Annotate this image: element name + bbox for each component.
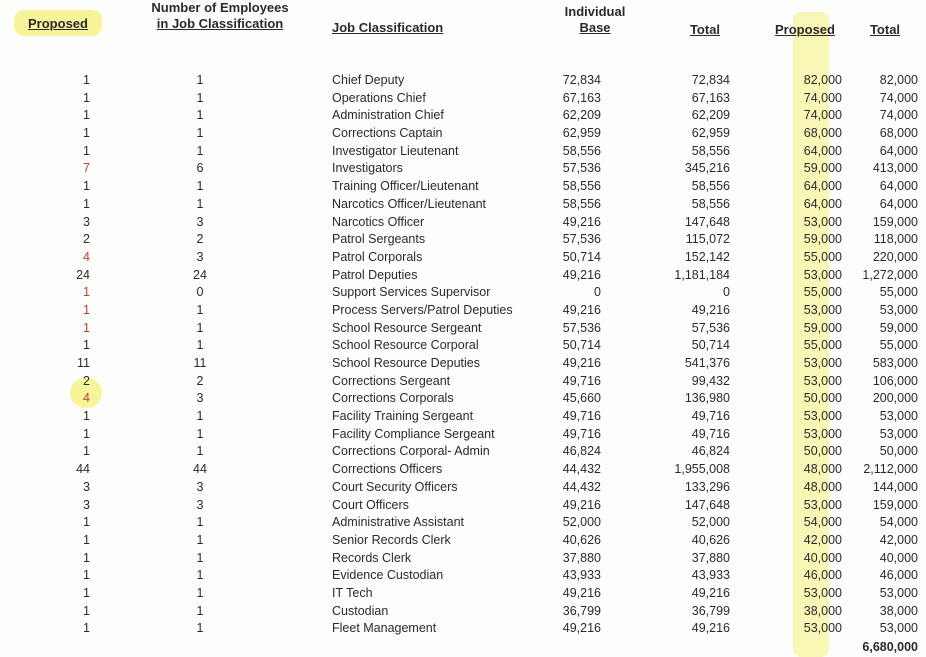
job-classification: Facility Training Sergeant [332, 409, 474, 424]
employee-count: 1 [196, 338, 204, 353]
proposed-count: 3 [83, 214, 90, 229]
current-total: 49,216 [691, 585, 730, 600]
proposed-count: 1 [83, 302, 90, 317]
proposed-salary: 53,000 [803, 621, 842, 636]
proposed-salary: 64,000 [803, 196, 842, 211]
proposed-count: 1 [83, 320, 90, 335]
proposed-total: 82,000 [879, 73, 918, 87]
table-row [0, 178, 926, 196]
current-total: 136,980 [684, 391, 730, 406]
proposed-total: 144,000 [872, 479, 918, 494]
table-row [0, 567, 926, 585]
proposed-total: 38,000 [879, 603, 918, 618]
job-classification: Evidence Custodian [332, 568, 444, 583]
proposed-total: 53,000 [879, 302, 918, 317]
table-row [0, 107, 926, 125]
table-row [0, 125, 926, 143]
header-proposed: Proposed [28, 16, 88, 31]
proposed-total: 50,000 [879, 444, 918, 459]
proposed-count: 1 [83, 196, 90, 211]
individual-base: 37,880 [562, 550, 601, 565]
proposed-total: 53,000 [879, 409, 918, 424]
current-total: 115,072 [685, 232, 730, 247]
job-classification: Fleet Management [332, 621, 437, 636]
current-total: 62,959 [691, 126, 730, 141]
job-classification: Patrol Sergeants [332, 232, 426, 247]
proposed-total: 106,000 [872, 373, 918, 388]
job-classification: Court Officers [332, 497, 409, 512]
header-individual-base [555, 4, 635, 36]
current-total: 0 [723, 285, 730, 300]
current-total: 67,163 [691, 90, 730, 105]
current-total: 43,933 [691, 568, 730, 583]
table-row [0, 390, 926, 408]
proposed-salary: 53,000 [803, 373, 842, 388]
job-classification: Investigator Lieutenant [332, 143, 459, 158]
current-total: 72,834 [691, 73, 730, 87]
proposed-count: 1 [83, 603, 90, 618]
current-total: 1,955,008 [674, 462, 730, 477]
proposed-salary: 64,000 [803, 143, 842, 158]
proposed-total: 74,000 [879, 108, 918, 123]
proposed-count: 1 [83, 338, 90, 353]
proposed-count: 1 [83, 568, 90, 583]
header-num-employees [140, 0, 300, 32]
proposed-salary: 50,000 [803, 444, 842, 459]
proposed-count: 1 [83, 444, 90, 459]
job-classification: Court Security Officers [332, 479, 458, 494]
job-classification: Narcotics Officer [332, 214, 425, 229]
proposed-total: 159,000 [872, 497, 918, 512]
table-row [0, 497, 926, 515]
proposed-salary: 50,000 [803, 391, 842, 406]
proposed-total: 55,000 [879, 338, 918, 353]
proposed-salary: 59,000 [803, 161, 842, 176]
proposed-salary: 48,000 [803, 462, 842, 477]
individual-base: 49,216 [562, 302, 601, 317]
table-row [0, 143, 926, 161]
individual-base: 72,834 [562, 73, 601, 87]
proposed-total: 74,000 [879, 90, 918, 105]
table-row [0, 443, 926, 461]
proposed-salary: 46,000 [803, 568, 842, 583]
individual-base: 49,216 [562, 356, 601, 370]
proposed-count: 7 [83, 161, 90, 176]
employee-count: 1 [196, 108, 204, 123]
job-classification: Custodian [332, 603, 389, 618]
employee-count: 1 [196, 568, 204, 583]
proposed-count: 1 [83, 285, 90, 300]
table-row [0, 532, 926, 550]
proposed-total: 583,000 [872, 356, 918, 370]
employee-count: 1 [196, 196, 204, 211]
current-total: 62,209 [691, 108, 730, 123]
individual-base: 44,432 [562, 479, 601, 494]
individual-base: 46,824 [562, 444, 601, 459]
employee-count: 1 [196, 603, 204, 618]
employee-count: 6 [196, 161, 204, 176]
job-classification: Corrections Corporals [332, 391, 454, 406]
employee-count: 3 [196, 214, 204, 229]
table-row [0, 337, 926, 355]
individual-base: 43,933 [562, 568, 601, 583]
employee-count: 3 [196, 479, 204, 494]
table-row [0, 426, 926, 444]
proposed-salary: 74,000 [803, 90, 842, 105]
proposed-total: 413,000 [872, 161, 918, 176]
individual-base: 52,000 [562, 515, 601, 530]
proposed-count: 4 [83, 391, 90, 406]
individual-base: 49,716 [562, 409, 601, 424]
table-row [0, 196, 926, 214]
proposed-salary: 74,000 [803, 108, 842, 123]
proposed-count: 1 [83, 515, 90, 530]
current-total: 58,556 [691, 196, 730, 211]
table-row [0, 550, 926, 568]
individual-base: 49,216 [562, 585, 601, 600]
job-classification: Support Services Supervisor [332, 285, 491, 300]
proposed-total: 59,000 [879, 320, 918, 335]
job-classification: School Resource Corporal [332, 338, 479, 353]
table-row [0, 373, 926, 391]
job-classification: Chief Deputy [332, 73, 405, 87]
current-total: 49,216 [691, 302, 730, 317]
individual-base: 57,536 [562, 232, 601, 247]
proposed-salary: 55,000 [803, 249, 842, 264]
employee-count: 1 [196, 409, 204, 424]
proposed-count: 2 [83, 232, 90, 247]
job-classification: School Resource Sergeant [332, 320, 482, 335]
proposed-count: 1 [83, 179, 90, 194]
employee-count: 1 [196, 621, 204, 636]
individual-base: 49,716 [562, 426, 601, 441]
proposed-count: 1 [83, 621, 90, 636]
header-total: Total [689, 22, 721, 37]
current-total: 49,716 [691, 426, 730, 441]
job-classification: Administrative Assistant [332, 515, 464, 530]
proposed-total: 118,000 [873, 232, 918, 247]
table-row [0, 284, 926, 302]
table-row [0, 514, 926, 532]
proposed-count: 1 [83, 585, 90, 600]
employee-count: 11 [193, 356, 207, 370]
proposed-count: 1 [83, 550, 90, 565]
job-classification: Facility Compliance Sergeant [332, 426, 495, 441]
employee-count: 2 [196, 373, 204, 388]
current-total: 1,181,184 [674, 267, 730, 282]
current-total: 50,714 [691, 338, 730, 353]
job-classification: Process Servers/Patrol Deputies [332, 302, 513, 317]
header-proposed-right: Proposed [775, 22, 835, 37]
employee-count: 1 [196, 126, 204, 141]
individual-base: 57,536 [562, 161, 601, 176]
table-row [0, 72, 926, 90]
table-row [0, 302, 926, 320]
proposed-total: 40,000 [879, 550, 918, 565]
proposed-salary: 54,000 [803, 515, 842, 530]
individual-base: 49,216 [562, 267, 601, 282]
table-row [0, 585, 926, 603]
employee-count: 1 [196, 302, 204, 317]
employee-count: 3 [196, 249, 204, 264]
proposed-total: 2,112,000 [863, 462, 918, 477]
current-total: 57,536 [691, 320, 730, 335]
table-row [0, 320, 926, 338]
job-classification: Narcotics Officer/Lieutenant [332, 196, 487, 211]
table-row [0, 603, 926, 621]
individual-base: 62,959 [562, 126, 601, 141]
proposed-total: 1,272,000 [862, 267, 918, 282]
employee-count: 1 [196, 550, 204, 565]
current-total: 99,432 [691, 373, 730, 388]
job-classification: Senior Records Clerk [332, 532, 451, 547]
employee-count: 1 [196, 90, 204, 105]
proposed-salary: 68,000 [803, 126, 842, 141]
proposed-salary: 59,000 [803, 320, 842, 335]
proposed-salary: 55,000 [803, 338, 842, 353]
proposed-count: 1 [83, 73, 90, 87]
job-classification: Investigators [332, 161, 403, 176]
proposed-total: 54,000 [879, 515, 918, 530]
job-classification: Corrections Sergeant [332, 373, 451, 388]
individual-base: 44,432 [562, 462, 601, 477]
employee-count: 1 [196, 444, 204, 459]
proposed-salary: 53,000 [803, 302, 842, 317]
grand-total: 6,680,000 [862, 640, 918, 654]
proposed-salary: 53,000 [803, 497, 842, 512]
proposed-count: 2 [83, 373, 90, 388]
employee-count: 1 [196, 532, 204, 547]
proposed-total: 53,000 [879, 621, 918, 636]
proposed-salary: 53,000 [803, 214, 842, 229]
job-classification: Corrections Captain [332, 126, 443, 141]
proposed-salary: 59,000 [803, 232, 842, 247]
job-classification: Corrections Corporal- Admin [332, 444, 490, 459]
individual-base: 58,556 [562, 196, 601, 211]
table-row [0, 620, 926, 638]
job-classification: Operations Chief [332, 90, 426, 105]
proposed-count: 11 [77, 356, 90, 370]
current-total: 133,296 [684, 479, 730, 494]
table-row [0, 461, 926, 479]
employee-count: 1 [196, 143, 204, 158]
individual-base: 40,626 [562, 532, 601, 547]
proposed-salary: 53,000 [803, 267, 842, 282]
header-total-right: Total [869, 22, 901, 37]
proposed-count: 24 [76, 267, 90, 282]
proposed-count: 1 [83, 126, 90, 141]
current-total: 152,142 [684, 249, 730, 264]
proposed-total: 64,000 [879, 179, 918, 194]
employee-count: 44 [193, 462, 207, 477]
job-classification: IT Tech [332, 585, 373, 600]
individual-base: 58,556 [562, 143, 601, 158]
individual-base: 57,536 [562, 320, 601, 335]
individual-base: 50,714 [562, 249, 601, 264]
current-total: 37,880 [691, 550, 730, 565]
proposed-total: 68,000 [879, 126, 918, 141]
job-classification: Administration Chief [332, 108, 444, 123]
header-base: Base [579, 20, 611, 35]
individual-base: 36,799 [562, 603, 601, 618]
current-total: 36,799 [691, 603, 730, 618]
employee-count: 1 [196, 73, 204, 87]
proposed-count: 44 [76, 462, 90, 477]
individual-base: 58,556 [562, 179, 601, 194]
current-total: 40,626 [691, 532, 730, 547]
employee-count: 24 [193, 267, 207, 282]
table-row [0, 214, 926, 232]
header-individual: Individual [564, 4, 626, 19]
proposed-count: 3 [83, 479, 90, 494]
proposed-total: 55,000 [879, 285, 918, 300]
proposed-total: 64,000 [879, 143, 918, 158]
proposed-total: 42,000 [879, 532, 918, 547]
current-total: 345,216 [684, 161, 730, 176]
individual-base: 49,216 [562, 497, 601, 512]
header-job-classification: Job Classification [332, 20, 444, 35]
proposed-total: 200,000 [872, 391, 918, 406]
individual-base: 49,716 [562, 373, 601, 388]
table-row [0, 408, 926, 426]
proposed-salary: 40,000 [803, 550, 842, 565]
employee-count: 1 [196, 585, 204, 600]
job-classification: Patrol Corporals [332, 249, 423, 264]
job-classification: Corrections Officers [332, 462, 443, 477]
proposed-count: 1 [83, 108, 90, 123]
proposed-salary: 53,000 [803, 585, 842, 600]
header-num-employees-line2: in Job Classification [156, 16, 284, 31]
proposed-count: 1 [83, 426, 90, 441]
proposed-salary: 38,000 [803, 603, 842, 618]
proposed-total: 53,000 [879, 426, 918, 441]
current-total: 147,648 [684, 214, 730, 229]
individual-base: 62,209 [562, 108, 601, 123]
employee-count: 1 [196, 515, 204, 530]
employee-count: 1 [196, 426, 204, 441]
proposed-count: 4 [83, 249, 90, 264]
table-row [0, 160, 926, 178]
current-total: 52,000 [691, 515, 730, 530]
current-total: 58,556 [691, 179, 730, 194]
current-total: 541,376 [684, 356, 730, 370]
current-total: 58,556 [691, 143, 730, 158]
table-row [0, 355, 926, 373]
proposed-count: 1 [83, 90, 90, 105]
employee-count: 3 [196, 391, 204, 406]
proposed-salary: 42,000 [803, 532, 842, 547]
job-classification: Records Clerk [332, 550, 412, 565]
proposed-salary: 82,000 [803, 73, 842, 87]
individual-base: 50,714 [562, 338, 601, 353]
header-num-employees-line1: Number of Employees [151, 0, 289, 15]
proposed-salary: 53,000 [803, 409, 842, 424]
proposed-count: 1 [83, 532, 90, 547]
current-total: 49,216 [691, 621, 730, 636]
proposed-salary: 53,000 [803, 356, 842, 370]
employee-count: 2 [196, 232, 204, 247]
proposed-salary: 55,000 [803, 285, 842, 300]
individual-base: 0 [594, 285, 601, 300]
proposed-count: 1 [83, 143, 90, 158]
employee-count: 3 [196, 497, 204, 512]
individual-base: 49,216 [562, 621, 601, 636]
salary-table [0, 72, 926, 638]
proposed-salary: 64,000 [803, 179, 842, 194]
table-row [0, 231, 926, 249]
proposed-count: 3 [83, 497, 90, 512]
individual-base: 67,163 [562, 90, 601, 105]
job-classification: Training Officer/Lieutenant [332, 179, 479, 194]
proposed-total: 46,000 [879, 568, 918, 583]
current-total: 147,648 [684, 497, 730, 512]
table-row [0, 90, 926, 108]
job-classification: Patrol Deputies [332, 267, 418, 282]
individual-base: 49,216 [562, 214, 601, 229]
current-total: 46,824 [691, 444, 730, 459]
proposed-salary: 53,000 [803, 426, 842, 441]
proposed-count: 1 [83, 409, 90, 424]
proposed-total: 64,000 [879, 196, 918, 211]
table-row [0, 479, 926, 497]
table-row [0, 249, 926, 267]
employee-count: 1 [196, 320, 204, 335]
table-row [0, 267, 926, 285]
employee-count: 1 [196, 179, 204, 194]
job-classification: School Resource Deputies [332, 356, 480, 370]
proposed-total: 220,000 [872, 249, 918, 264]
proposed-total: 159,000 [872, 214, 918, 229]
current-total: 49,716 [691, 409, 730, 424]
individual-base: 45,660 [562, 391, 601, 406]
proposed-salary: 48,000 [803, 479, 842, 494]
proposed-total: 53,000 [879, 585, 918, 600]
employee-count: 0 [196, 285, 204, 300]
